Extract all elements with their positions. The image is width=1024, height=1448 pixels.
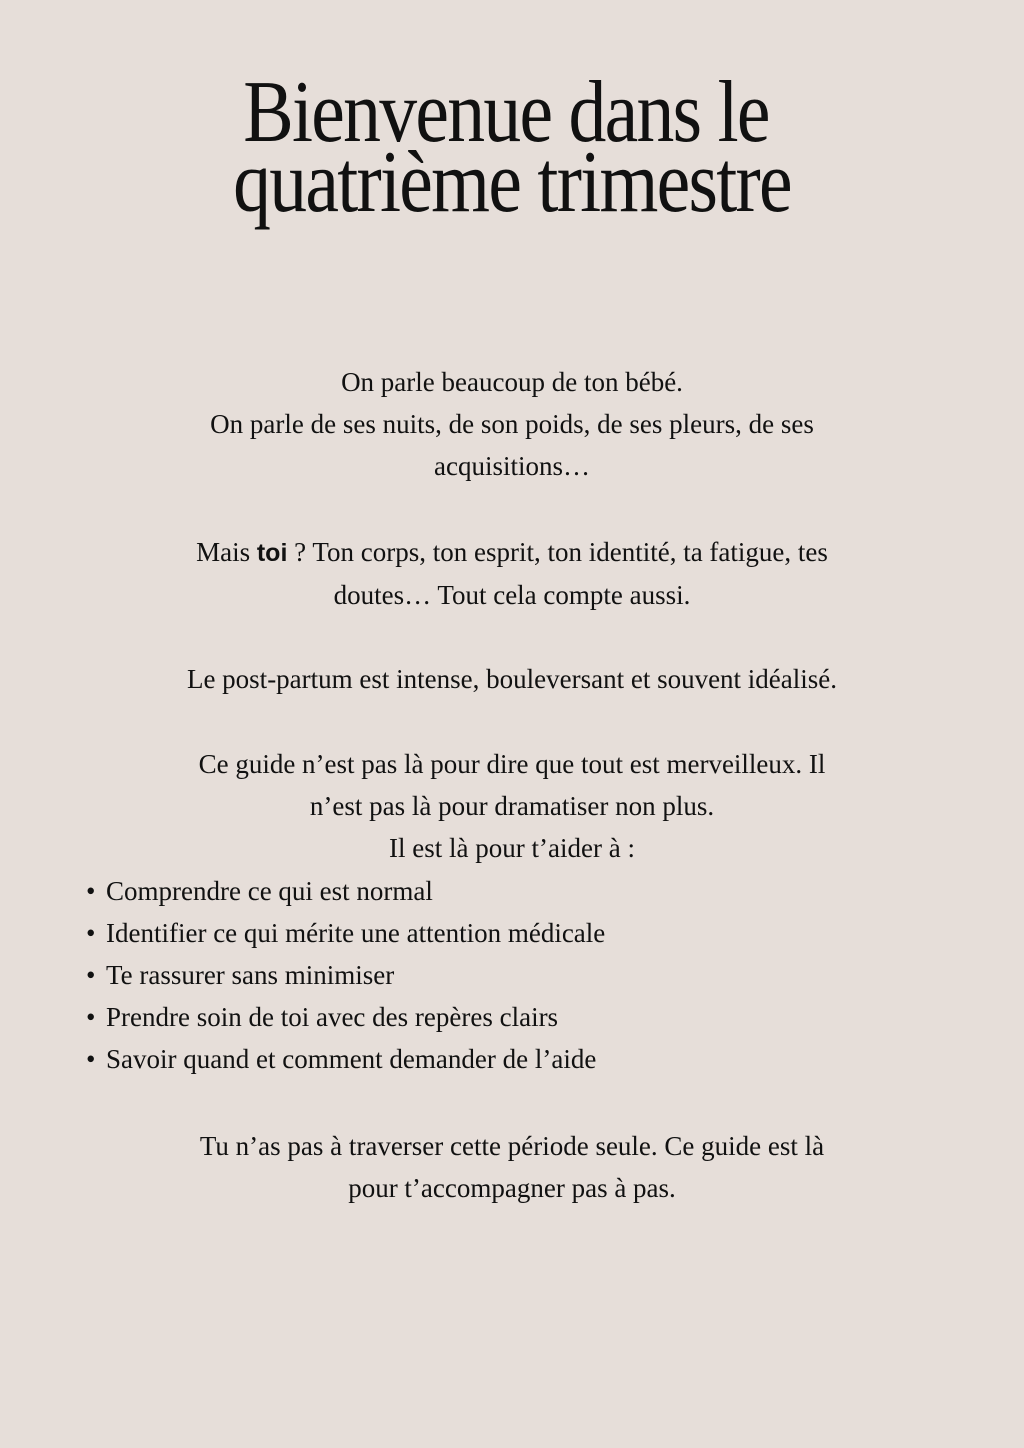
guide-line-3: Il est là pour t’aider à : [389,833,635,863]
bullet-icon: • [86,918,96,948]
postpartum-line: Le post-partum est intense, bouleversant et souvent idéalisé. [186,664,838,694]
mais-toi-line-2: doutes… Tout cela compte aussi. [333,580,691,610]
mais-toi-line-1 [0,531,1024,574]
closing-paragraph [0,1125,1024,1209]
guide-line-2: n’est pas là pour dramatiser non plus. [309,791,715,821]
page-title [0,64,1024,231]
mais-toi-rest: ? Ton corps, ton esprit, ton identité, ta fatigue, tes [287,537,828,567]
list-item [86,870,1024,912]
bullet-list-container [0,870,1024,1080]
list-item [86,996,1024,1038]
intro-line-2: On parle de ses nuits, de son poids, de ses pleurs, de ses [210,409,814,439]
emphasis-toi: toi [256,539,288,567]
list-item-text: Identifier ce qui mérite une attention médicale [106,918,606,948]
list-item-text: Savoir quand et comment demander de l’aide [106,1044,597,1074]
guide-paragraph [0,743,1024,869]
intro-paragraph [0,361,1024,487]
bullet-icon: • [86,1044,96,1074]
list-item-text: Comprendre ce qui est normal [106,876,433,906]
list-item-text: Te rassurer sans minimiser [106,960,395,990]
mais-toi-prefix: Mais [196,537,257,567]
postpartum-paragraph [0,658,1024,700]
title-line-1: Bienvenue dans le [243,64,769,161]
list-item [86,954,1024,996]
intro-line-1: On parle beaucoup de ton bébé. [341,367,683,397]
list-item-text: Prendre soin de toi avec des repères clairs [106,1002,559,1032]
list-item [86,912,1024,954]
title-line-2: quatrième trimestre [233,134,791,231]
closing-line-2: pour t’accompagner pas à pas. [348,1173,676,1203]
bullet-list [0,870,1024,1080]
bullet-icon: • [86,1002,96,1032]
guide-line-1: Ce guide n’est pas là pour dire que tout est merveilleux. Il [198,749,826,779]
closing-line-1: Tu n’as pas à traverser cette période seule. Ce guide est là [199,1131,825,1161]
mais-toi-paragraph [0,531,1024,616]
list-item [86,1038,1024,1080]
bullet-icon: • [86,960,96,990]
intro-line-3: acquisitions… [434,451,590,481]
bullet-icon: • [86,876,96,906]
